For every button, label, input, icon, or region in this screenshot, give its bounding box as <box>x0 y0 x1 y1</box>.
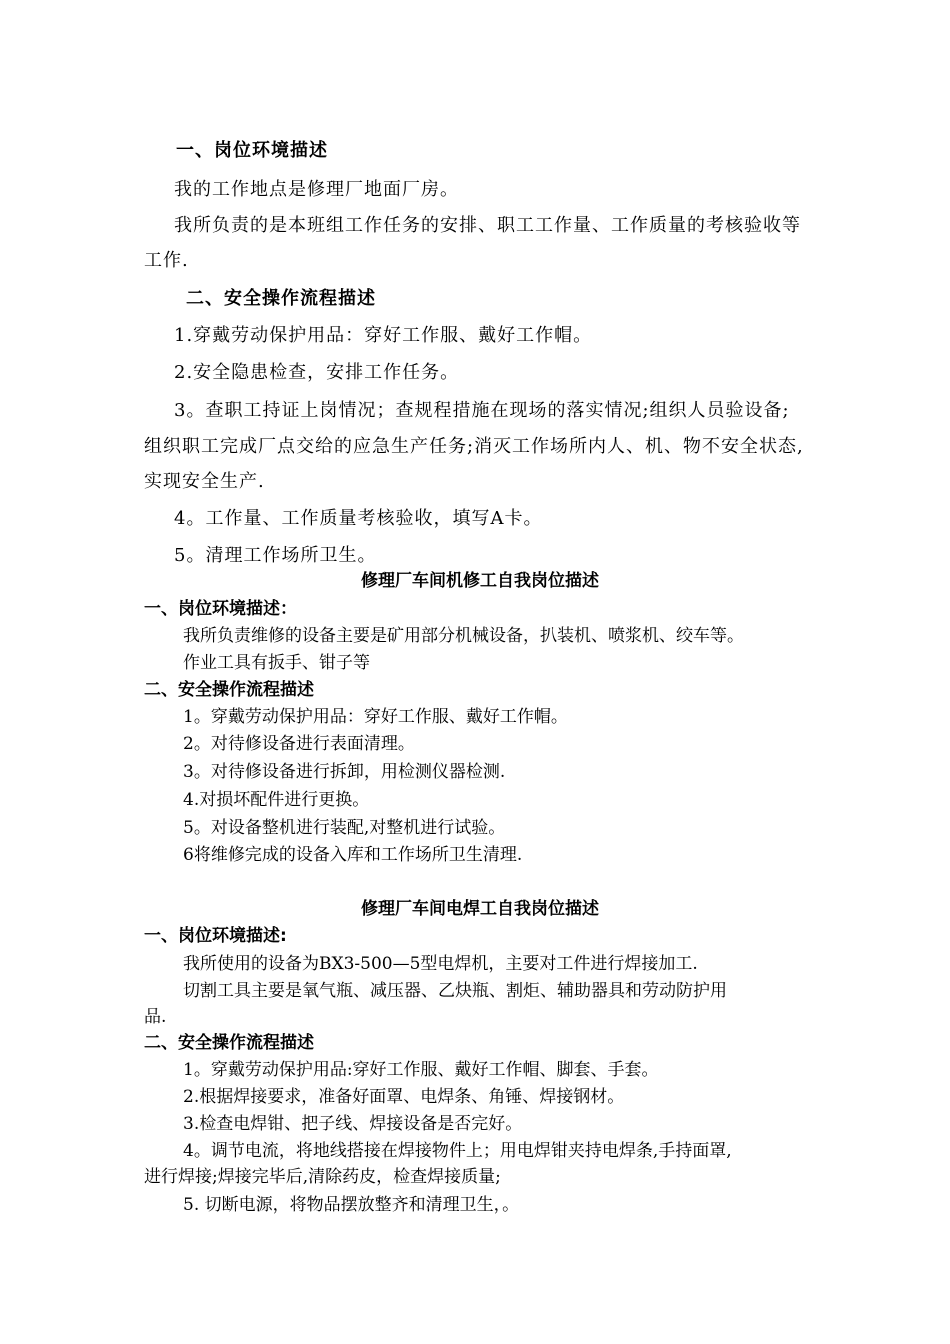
section2-item-1: 1。穿戴劳动保护用品：穿好工作服、戴好工作帽。 <box>183 707 568 727</box>
section1-heading-safety: 二、安全操作流程描述 <box>186 288 376 309</box>
section1-item-3-line1: 3。查职工持证上岗情况；查规程措施在现场的落实情况;组织人员验设备; <box>174 400 790 421</box>
section3-title: 修理厂车间电焊工自我岗位描述 <box>361 899 599 919</box>
section3-paragraph-tools-line2: 品. <box>144 1007 167 1027</box>
section1-paragraph-duty-line1: 我所负责的是本班组工作任务的安排、职工工作量、工作质量的考核验收等 <box>174 215 801 236</box>
section3-item-1: 1。穿戴劳动保护用品:穿好工作服、戴好工作帽、脚套、手套。 <box>183 1060 659 1080</box>
section1-item-4: 4。工作量、工作质量考核验收，填写A卡。 <box>174 508 543 529</box>
section3-item-5: 5. 切断电源，将物品摆放整齐和清理卫生，。 <box>183 1195 520 1215</box>
section2-paragraph-equipment: 我所负责维修的设备主要是矿用部分机械设备，扒装机、喷浆机、绞车等。 <box>183 626 744 646</box>
section3-item-2: 2.根据焊接要求，准备好面罩、电焊条、角锤、焊接钢材。 <box>183 1087 625 1107</box>
section3-item-3: 3.检查电焊钳、把子线、焊接设备是否完好。 <box>183 1114 523 1134</box>
section2-item-3: 3。对待修设备进行拆卸，用检测仪器检测. <box>183 762 506 782</box>
section1-item-2: 2.安全隐患检查，安排工作任务。 <box>174 362 460 383</box>
section1-item-5: 5。清理工作场所卫生。 <box>174 545 377 566</box>
section3-paragraph-equipment: 我所使用的设备为BX3-500—5型电焊机，主要对工件进行焊接加工. <box>183 954 698 974</box>
section1-item-3-line3: 实现安全生产. <box>144 471 265 492</box>
section2-item-6: 6将维修完成的设备入库和工作场所卫生清理. <box>183 845 523 865</box>
section1-paragraph-duty-line2: 工作. <box>144 250 189 271</box>
section3-paragraph-tools-line1: 切割工具主要是氧气瓶、减压器、乙炔瓶、割炬、辅助器具和劳动防护用 <box>183 981 727 1001</box>
section1-paragraph-location: 我的工作地点是修理厂地面厂房。 <box>174 179 459 200</box>
section2-heading-environment: 一、岗位环境描述： <box>144 599 297 619</box>
section2-heading-safety: 二、安全操作流程描述 <box>144 680 314 700</box>
section2-item-5: 5。对设备整机进行装配,对整机进行试验。 <box>183 818 506 838</box>
section2-paragraph-tools: 作业工具有扳手、钳子等 <box>183 653 370 673</box>
section3-heading-safety: 二、安全操作流程描述 <box>144 1033 314 1053</box>
section2-title: 修理厂车间机修工自我岗位描述 <box>361 571 599 591</box>
section1-item-3-line2: 组织职工完成厂点交给的应急生产任务;消灭工作场所内人、机、物不安全状态, <box>144 436 804 457</box>
section3-heading-environment: 一、岗位环境描述: <box>144 926 287 946</box>
section3-item-4-line2: 进行焊接;焊接完毕后,清除药皮，检查焊接质量; <box>144 1167 501 1187</box>
section2-item-2: 2。对待修设备进行表面清理。 <box>183 734 415 754</box>
section1-heading-environment: 一、岗位环境描述 <box>176 140 328 161</box>
section1-item-1: 1.穿戴劳动保护用品：穿好工作服、戴好工作帽。 <box>174 325 593 346</box>
section3-item-4-line1: 4。调节电流，将地线搭接在焊接物件上；用电焊钳夹持电焊条,手持面罩, <box>183 1141 732 1161</box>
section2-item-4: 4.对损坏配件进行更换。 <box>183 790 370 810</box>
